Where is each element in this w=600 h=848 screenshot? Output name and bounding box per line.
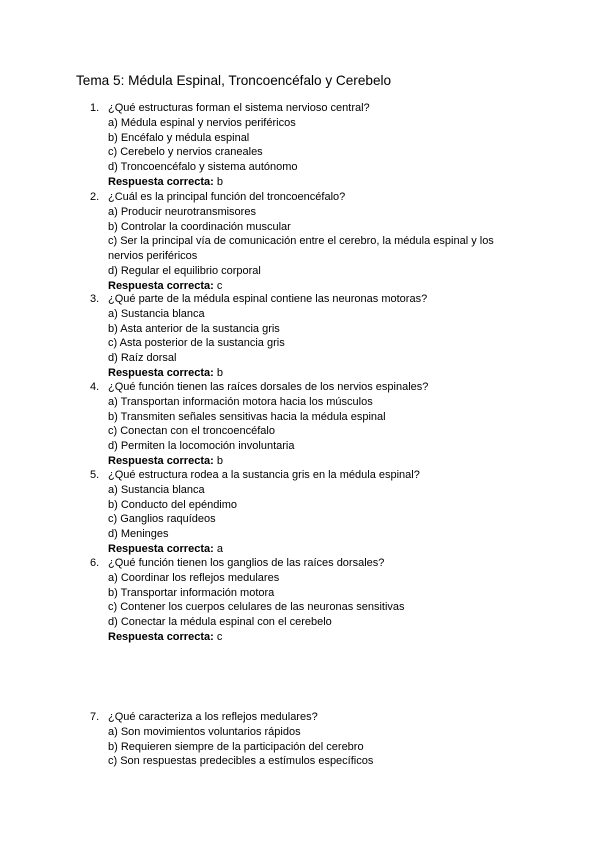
answer-value: c	[216, 279, 223, 292]
option-b: b) Asta anterior de la sustancia gris	[108, 322, 280, 335]
option-d: d) Meninges	[108, 528, 169, 541]
option-d: d) Troncoencéfalo y sistema autónomo	[108, 161, 298, 174]
question-text: ¿Qué estructuras forman el sistema nervioso central?	[108, 102, 370, 114]
question-text: ¿Qué estructura rodea a la sustancia gris en la médula espinal?	[108, 469, 420, 481]
answer-label: Respuesta correcta:	[108, 279, 214, 292]
question-text: ¿Qué caracteriza a los reflejos medulares?	[108, 711, 318, 723]
answer-value: b	[216, 366, 223, 379]
option-c: c) Ser la principal vía de comunicación entre el cerebro, la médula espinal y los nervios periféricos	[108, 235, 494, 263]
option-a: a) Producir neurotransmisores	[108, 205, 256, 218]
option-b: b) Transportar información motora	[108, 586, 275, 599]
option-a: a) Médula espinal y nervios periféricos	[108, 116, 296, 129]
option-b: b) Requieren siempre de la participación del cerebro	[108, 740, 364, 753]
option-a: a) Coordinar los reflejos medulares	[108, 571, 280, 584]
question-options	[108, 483, 508, 557]
question-text: ¿Qué función tienen las raíces dorsales de los nervios espinales?	[108, 381, 429, 393]
question-number: 2.	[90, 191, 100, 203]
option-d: d) Regular el equilibrio corporal	[108, 264, 261, 277]
option-c: c) Cerebelo y nervios craneales	[108, 146, 263, 159]
answer-label: Respuesta correcta:	[108, 366, 214, 379]
option-a: a) Sustancia blanca	[108, 483, 205, 496]
answer-value: b	[216, 454, 223, 467]
option-c: c) Ganglios raquídeos	[108, 513, 216, 526]
option-a: a) Son movimientos voluntarios rápidos	[108, 725, 301, 738]
question-options	[108, 116, 508, 190]
option-d: d) Permiten la locomoción involuntaria	[108, 440, 295, 453]
answer-value: a	[216, 542, 223, 555]
question-number: 5.	[90, 469, 100, 481]
question-number: 3.	[90, 293, 100, 305]
question-options	[108, 307, 508, 381]
question-number: 7.	[90, 711, 100, 723]
option-c: c) Asta posterior de la sustancia gris	[108, 337, 285, 350]
answer-label: Respuesta correcta:	[108, 542, 214, 555]
question-options	[108, 205, 508, 294]
answer-label: Respuesta correcta:	[108, 454, 214, 467]
correct-answer	[108, 542, 508, 557]
question-number: 4.	[90, 381, 100, 393]
option-b: b) Conducto del epéndimo	[108, 498, 238, 511]
question-text: ¿Cuál es la principal función del troncoencéfalo?	[108, 191, 346, 203]
question-options	[108, 395, 508, 469]
option-d: d) Conectar la médula espinal con el cerebelo	[108, 616, 332, 629]
option-b: b) Encéfalo y médula espinal	[108, 131, 250, 144]
option-a: a) Transportan información motora hacia los músculos	[108, 395, 373, 408]
option-b: b) Controlar la coordinación muscular	[108, 220, 291, 233]
question-options	[108, 571, 508, 645]
answer-label: Respuesta correcta:	[108, 630, 214, 643]
question-number: 1.	[90, 102, 100, 114]
correct-answer	[108, 175, 508, 190]
answer-value: c	[216, 630, 223, 643]
correct-answer	[108, 454, 508, 469]
correct-answer	[108, 366, 508, 381]
correct-answer	[108, 630, 508, 645]
answer-value: b	[216, 175, 223, 188]
answer-label: Respuesta correcta:	[108, 175, 214, 188]
option-d: d) Raíz dorsal	[108, 352, 177, 365]
question-text: ¿Qué función tienen los ganglios de las raíces dorsales?	[108, 557, 385, 569]
option-c: c) Conectan con el troncoencéfalo	[108, 425, 275, 438]
option-c: c) Son respuestas predecibles a estímulos específicos	[108, 755, 374, 768]
document-title: Tema 5: Médula Espinal, Troncoencéfalo y Cerebelo	[76, 73, 392, 88]
question-text: ¿Qué parte de la médula espinal contiene las neuronas motoras?	[108, 293, 428, 305]
option-b: b) Transmiten señales sensitivas hacia la médula espinal	[108, 410, 386, 423]
question-number: 6.	[90, 557, 100, 569]
question-options	[108, 725, 508, 769]
option-c: c) Contener los cuerpos celulares de las neuronas sensitivas	[108, 601, 405, 614]
option-a: a) Sustancia blanca	[108, 307, 205, 320]
